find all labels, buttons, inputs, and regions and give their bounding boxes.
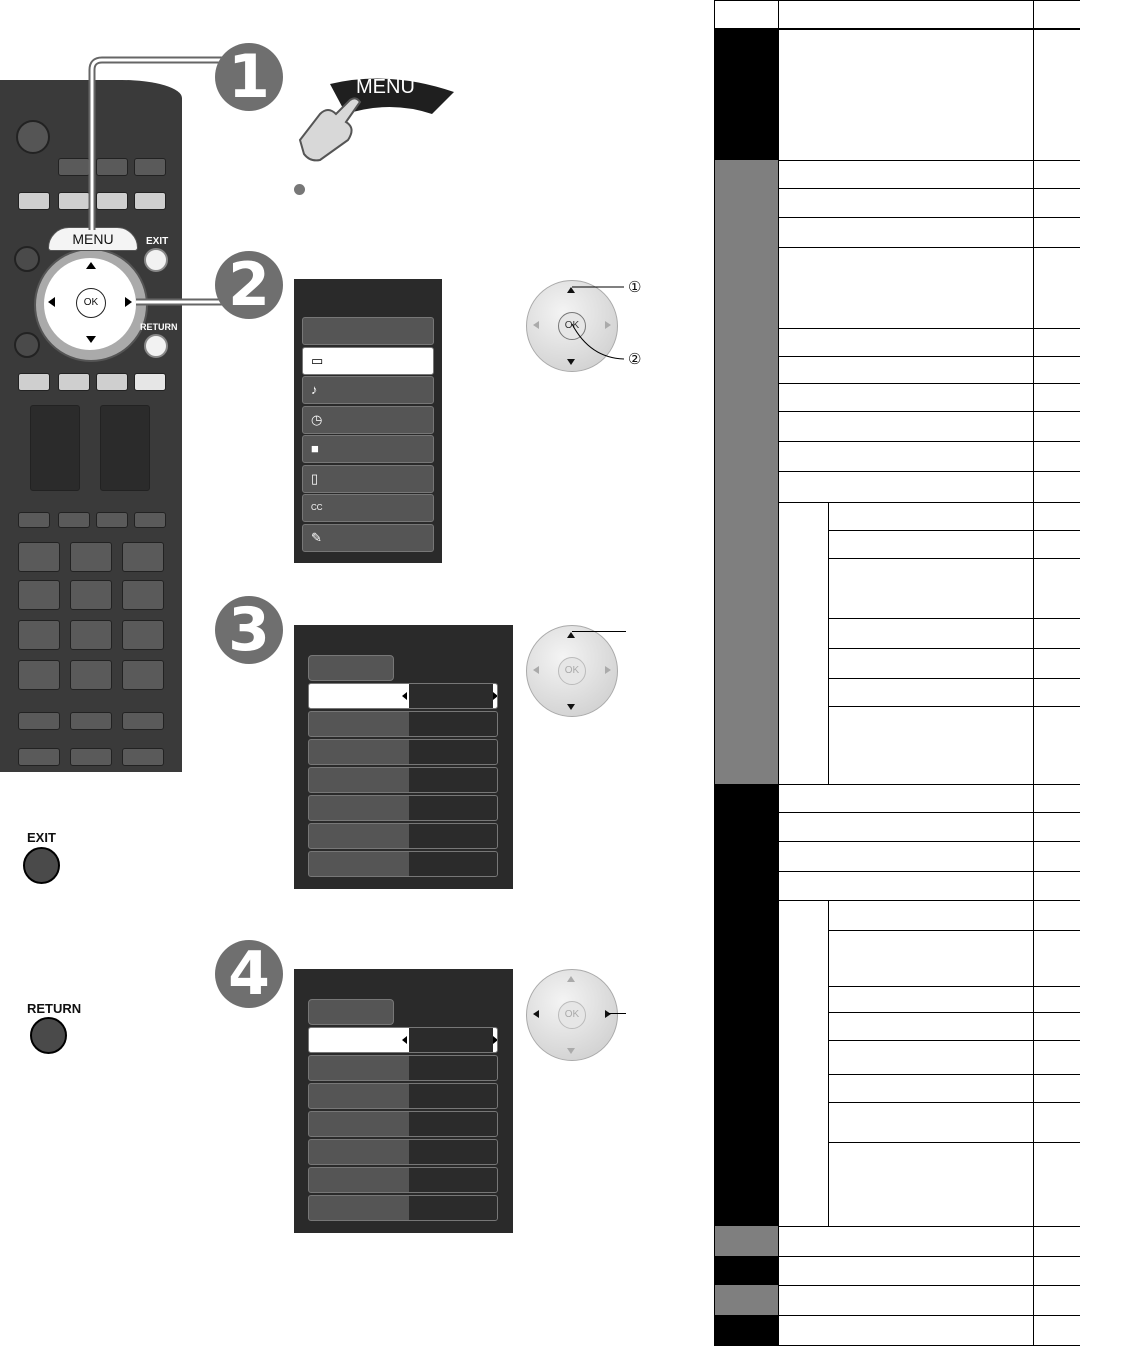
number-button[interactable] [70, 580, 112, 610]
table-rule [828, 1074, 1080, 1075]
category-block [714, 28, 778, 160]
table-rule [778, 160, 1080, 161]
number-button[interactable] [70, 542, 112, 572]
category-block [714, 160, 778, 784]
remote-small-button[interactable] [18, 512, 50, 528]
remote-small-button[interactable] [96, 512, 128, 528]
remote-rocker-button[interactable] [100, 405, 150, 491]
remote-side-button[interactable] [14, 332, 40, 358]
number-button[interactable] [18, 620, 60, 650]
ok-button[interactable]: OK [76, 288, 106, 318]
left-arrow-icon [533, 1010, 539, 1018]
table-rule [778, 441, 1080, 442]
menu-item-timer[interactable] [302, 406, 434, 434]
number-button[interactable] [122, 542, 164, 572]
submenu-screen-step3 [294, 625, 513, 889]
settings-row[interactable] [308, 823, 498, 849]
table-rule [778, 356, 1080, 357]
marker-2: ② [628, 351, 642, 368]
left-arrow-icon [402, 692, 407, 700]
dpad-callout-line [608, 1013, 626, 1014]
table-border [778, 0, 779, 1346]
bullet-icon [294, 184, 305, 195]
table-rule [828, 558, 1080, 559]
remote-bottom-button[interactable] [70, 712, 112, 730]
table-rule [714, 28, 1080, 30]
submenu-tab [308, 999, 394, 1025]
settings-row-selected[interactable] [308, 683, 498, 709]
down-arrow-icon [86, 336, 96, 343]
menu-item-lock[interactable] [302, 435, 434, 463]
card-icon: ▯ [311, 471, 319, 486]
return-label: RETURN [140, 322, 178, 332]
remote-light-button[interactable] [58, 373, 90, 391]
menu-item-audio[interactable] [302, 376, 434, 404]
table-rule [714, 0, 1080, 1]
up-arrow-icon [567, 976, 575, 982]
screen-icon: ▭ [311, 353, 324, 368]
number-button[interactable] [122, 580, 164, 610]
return-side-button[interactable] [30, 1017, 67, 1054]
left-arrow-icon [533, 666, 539, 674]
settings-row[interactable] [308, 1167, 498, 1193]
dpad-callout-line [572, 631, 626, 632]
table-border [828, 502, 829, 784]
table-rule [778, 1256, 1080, 1257]
menu-item-setup[interactable] [302, 524, 434, 552]
remote-bottom-button[interactable] [70, 748, 112, 766]
table-rule [778, 328, 1080, 329]
table-rule [828, 530, 1080, 531]
wrench-icon: ✎ [311, 530, 322, 545]
settings-row[interactable] [308, 739, 498, 765]
settings-row[interactable] [308, 1195, 498, 1221]
number-button[interactable] [18, 580, 60, 610]
ok-button[interactable]: OK [558, 312, 586, 340]
table-rule [778, 502, 1080, 503]
up-arrow-icon [567, 632, 575, 638]
lock-icon: ■ [311, 441, 319, 456]
table-rule [778, 784, 1080, 785]
settings-row-selected[interactable] [308, 1027, 498, 1053]
table-rule [828, 986, 1080, 987]
category-block [714, 1315, 778, 1346]
number-button[interactable] [18, 542, 60, 572]
step-1-badge: 1 [215, 43, 283, 111]
right-arrow-icon [493, 1036, 498, 1044]
dpad-step3 [526, 625, 618, 717]
table-border [828, 900, 829, 1226]
table-rule [778, 411, 1080, 412]
table-rule [778, 1315, 1080, 1316]
exit-label: EXIT [146, 236, 169, 247]
table-rule [778, 1226, 1080, 1227]
table-rule [828, 930, 1080, 931]
remote-bottom-button[interactable] [18, 712, 60, 730]
exit-side-label: EXIT [27, 830, 56, 845]
main-menu-screen [294, 279, 442, 563]
table-rule [828, 1040, 1080, 1041]
table-rule [778, 217, 1080, 218]
step-2-badge: 2 [215, 251, 283, 319]
remote-bottom-button[interactable] [18, 748, 60, 766]
settings-row[interactable] [308, 851, 498, 877]
settings-row[interactable] [308, 1083, 498, 1109]
table-rule [828, 1142, 1080, 1143]
table-border [1033, 0, 1034, 1346]
marker-1: ① [628, 279, 642, 296]
remote-bottom-button[interactable] [122, 748, 164, 766]
menu-item-card[interactable] [302, 465, 434, 493]
menu-badge-label: MENU [356, 76, 415, 98]
category-block [714, 1226, 778, 1256]
number-button[interactable] [18, 660, 60, 690]
number-button[interactable] [122, 660, 164, 690]
remote-bottom-button[interactable] [122, 712, 164, 730]
remote-small-button[interactable] [58, 512, 90, 528]
left-arrow-icon [533, 321, 539, 329]
settings-row[interactable] [308, 795, 498, 821]
table-rule [828, 1102, 1080, 1103]
settings-row[interactable] [308, 1139, 498, 1165]
step-4-badge: 4 [215, 940, 283, 1008]
remote-light-button[interactable] [134, 373, 166, 391]
table-rule [778, 188, 1080, 189]
table-rule [778, 471, 1080, 472]
down-arrow-icon [567, 704, 575, 710]
step-3-badge: 3 [215, 596, 283, 664]
down-arrow-icon [567, 1048, 575, 1054]
table-rule [828, 678, 1080, 679]
menu-header-bar [302, 317, 434, 345]
category-block [714, 784, 778, 1226]
table-rule [778, 1285, 1080, 1286]
music-note-icon: ♪ [311, 382, 318, 397]
table-rule [778, 383, 1080, 384]
settings-row[interactable] [308, 767, 498, 793]
right-arrow-icon [493, 692, 498, 700]
return-side-label: RETURN [27, 1001, 82, 1016]
left-arrow-icon [402, 1036, 407, 1044]
ok-button[interactable]: OK [558, 657, 586, 685]
table-rule [778, 900, 1080, 901]
number-button[interactable] [70, 660, 112, 690]
submenu-tab [308, 655, 394, 681]
table-rule [778, 871, 1080, 872]
remote-light-button[interactable] [96, 373, 128, 391]
cc-icon: CC [311, 503, 323, 512]
menu-button[interactable]: MENU [48, 227, 138, 251]
right-arrow-icon [605, 666, 611, 674]
remote-light-button[interactable] [18, 373, 50, 391]
table-rule [828, 706, 1080, 707]
table-rule [778, 247, 1080, 248]
settings-row[interactable] [308, 1055, 498, 1081]
number-button[interactable] [70, 620, 112, 650]
table-rule [778, 841, 1080, 842]
ok-button[interactable]: OK [558, 1001, 586, 1029]
settings-row[interactable] [308, 711, 498, 737]
table-border [714, 0, 715, 1346]
number-button[interactable] [122, 620, 164, 650]
exit-side-button[interactable] [23, 847, 60, 884]
table-rule [828, 648, 1080, 649]
dpad-step4 [526, 969, 618, 1061]
table-rule [828, 1012, 1080, 1013]
return-button[interactable] [144, 334, 168, 358]
settings-row[interactable] [308, 1111, 498, 1137]
timer-icon: ◷ [311, 412, 323, 427]
remote-rocker-button[interactable] [30, 405, 80, 491]
submenu-screen-step4 [294, 969, 513, 1233]
menu-item-picture[interactable] [302, 347, 434, 375]
menu-item-cc[interactable] [302, 494, 434, 522]
right-arrow-icon [605, 1010, 611, 1018]
table-rule [778, 812, 1080, 813]
remote-small-button[interactable] [134, 512, 166, 528]
category-block [714, 1285, 778, 1315]
menu-table [714, 0, 1080, 1346]
category-block [714, 1256, 778, 1285]
table-rule [828, 618, 1080, 619]
